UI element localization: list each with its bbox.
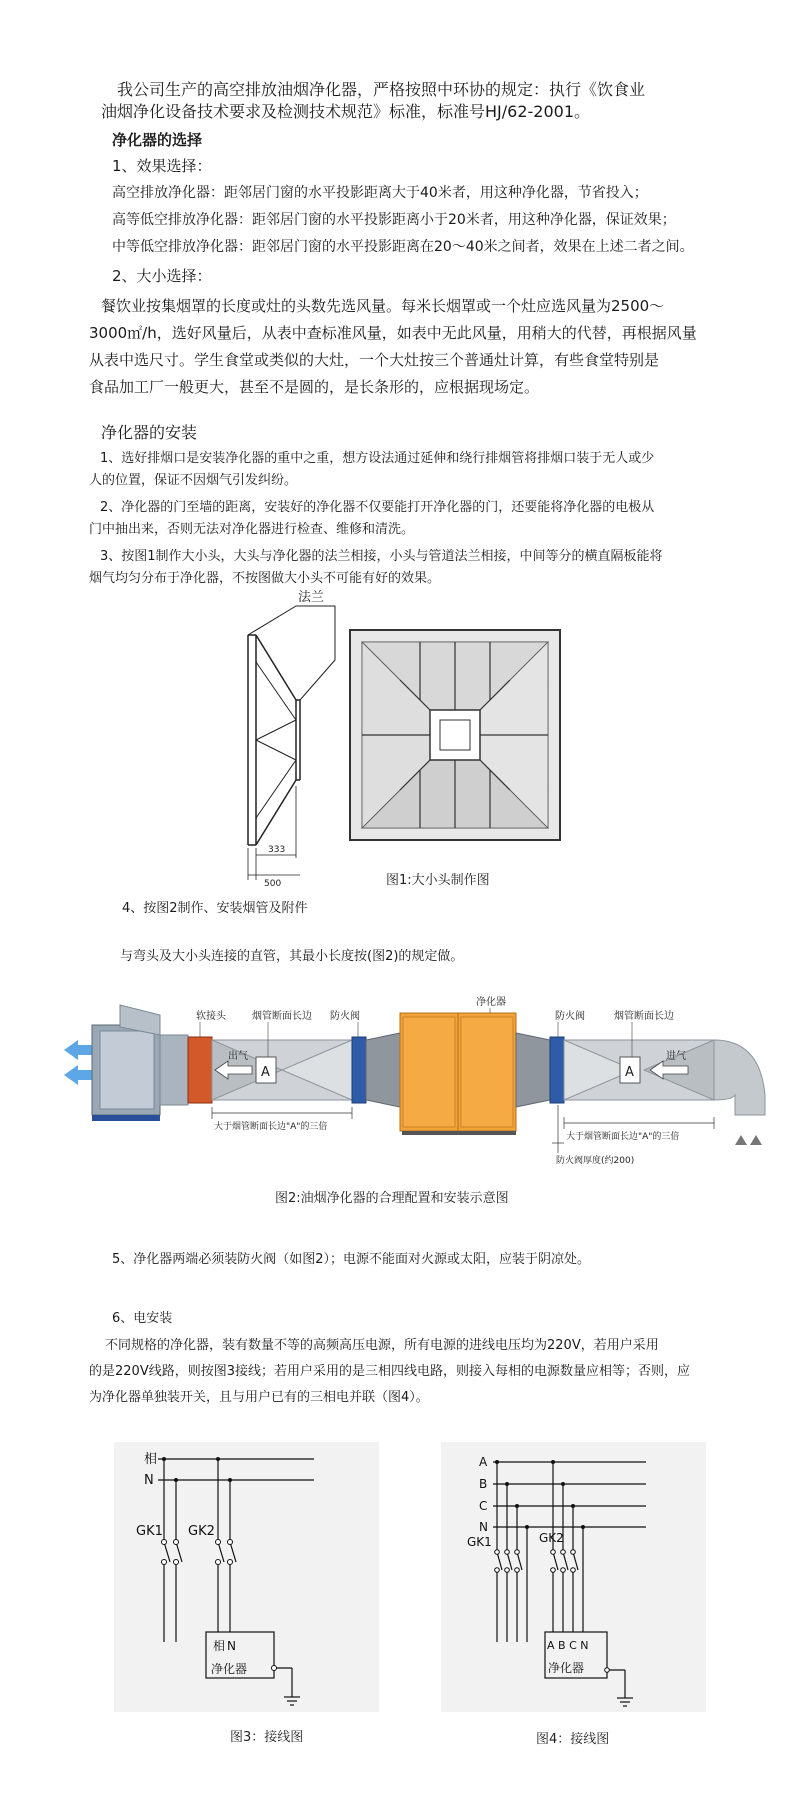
- fig4-gk1: GK1: [467, 1535, 492, 1549]
- flange-label: 法兰: [298, 590, 325, 605]
- duct-right: [564, 1040, 714, 1100]
- fig4-gk2: GK2: [539, 1531, 564, 1545]
- install-item-2a: 2、净化器的门至墙的距离，安装好的净化器不仅要能打开净化器的门，还要能将净化器的电极从: [100, 500, 655, 515]
- fig4-a-label: A: [479, 1455, 488, 1469]
- soft-joint-label: 软接头: [196, 1011, 226, 1022]
- install-item-1b: 人的位置，保证不因烟气引发纠纷。: [89, 473, 298, 488]
- fig3-gk2: GK2: [188, 1524, 215, 1539]
- purifier-label: 净化器: [476, 997, 506, 1008]
- size-line-2: 3000㎡/h，选好风量后，从表中查标准风量，如表中无此风量，用稍大的代替，再根据风量: [89, 324, 697, 342]
- size-heading: 2、大小选择：: [112, 267, 212, 285]
- duct-edge-left-label: 烟管断面长边: [252, 1011, 312, 1022]
- figure-2: [0, 995, 800, 1185]
- reducer-side-view: [248, 606, 335, 845]
- fire-valve-right: [550, 1037, 564, 1103]
- install-item-4-sub: 与弯头及大小头连接的直管，其最小长度按(图2)的规定做。: [120, 949, 464, 964]
- fig3-gk1: GK1: [136, 1524, 163, 1539]
- electrical-line-2: 的是220V线路，则按图3接线；若用户采用的是三相四线电路，则接入每相的电源数量应相等；否则，应: [89, 1364, 690, 1379]
- a-mark-right: A: [625, 1065, 634, 1080]
- a-mark-left: A: [261, 1065, 270, 1080]
- fig3-box-n: N: [227, 1639, 236, 1653]
- install-item-5: 5、净化器两端必须装防火阀（如图2）；电源不能面对火源或太阳，应装于阴凉处。: [112, 1252, 591, 1267]
- figure-1-caption: 图1:大小头制作图: [386, 873, 490, 888]
- fire-valve-right-label: 防火阀: [555, 1011, 585, 1022]
- fire-valve-left: [352, 1037, 366, 1103]
- intro-line-1: 我公司生产的高空排放油烟净化器，严格按照中环协的规定：执行《饮食业: [117, 80, 646, 99]
- fig4-c-label: C: [479, 1499, 488, 1513]
- outlet-arrows: [64, 1040, 92, 1085]
- selection-heading: 净化器的选择: [112, 131, 203, 149]
- outlet-label: 出气: [228, 1051, 248, 1062]
- three-times-left: 大于烟管断面长边"A"的三倍: [214, 1122, 328, 1132]
- dim-500: 500: [264, 879, 282, 889]
- fire-valve-left-label: 防火阀: [330, 1011, 360, 1022]
- figure-4: [441, 1442, 706, 1712]
- fig3-box-phase: 相: [213, 1639, 226, 1653]
- flange-leader: [248, 606, 335, 700]
- effect-item-2: 高等低空排放净化器：距邻居门窗的水平投影距离小于20米者，用这种净化器，保证效果；: [112, 212, 676, 228]
- purifier-unit: [400, 1013, 516, 1135]
- fig4-n-label: N: [479, 1520, 488, 1534]
- reducer-front-view: [350, 630, 560, 840]
- electrical-line-1: 不同规格的净化器，装有数量不等的高频高压电源，所有电源的进线电压均为220V，若用户采用: [105, 1338, 659, 1353]
- elbow: [714, 1040, 765, 1115]
- install-heading: 净化器的安装: [101, 423, 198, 442]
- size-line-1: 餐饮业按集烟罩的长度或灶的头数先选风量。每米长烟罩或一个灶应选风量为2500～: [101, 297, 665, 315]
- install-item-1a: 1、选好排烟口是安装净化器的重中之重，想方设法通过延伸和绕行排烟管将排烟口装于无人或少: [100, 451, 655, 466]
- figure-3: [114, 1442, 379, 1712]
- figure-4-caption: 图4：接线图: [536, 1732, 610, 1747]
- inlet-label: 进气: [666, 1051, 686, 1062]
- effect-item-1: 高空排放净化器：距邻居门窗的水平投影距离大于40米者，用这种净化器，节省投入；: [112, 185, 648, 201]
- dim-333: 333: [268, 845, 286, 855]
- fig3-phase-label: 相: [144, 1452, 158, 1467]
- fig4-box-label: 净化器: [548, 1661, 585, 1675]
- electrical-heading: 6、电安装: [112, 1311, 173, 1326]
- install-item-2b: 门中抽出来，否则无法对净化器进行检查、维修和清洗。: [89, 522, 415, 537]
- electrical-line-3: 为净化器单独装开关，且与用户已有的三相电并联（图4）。: [89, 1390, 429, 1405]
- size-line-3: 从表中选尺寸。学生食堂或类似的大灶，一个大灶按三个普通灶计算，有些食堂特别是: [89, 351, 660, 369]
- fig3-n-label: N: [144, 1473, 154, 1488]
- duct-edge-right-label: 烟管断面长边: [614, 1011, 674, 1022]
- effect-item-3: 中等低空排放净化器：距邻居门窗的水平投影距离在20～40米之间者，效果在上述二者之间。: [112, 239, 694, 255]
- fig3-box-label: 净化器: [211, 1662, 248, 1676]
- effect-heading: 1、效果选择：: [112, 157, 212, 175]
- figure-3-caption: 图3：接线图: [230, 1730, 304, 1745]
- valve-thickness: 防火阀厚度(约200): [556, 1156, 635, 1166]
- fig4-b-label: B: [479, 1477, 488, 1491]
- install-item-3a: 3、按图1制作大小头，大头与净化器的法兰相接，小头与管道法兰相接，中间等分的横直隔板能将: [100, 549, 663, 564]
- figure-1: [0, 590, 800, 890]
- size-line-4: 食品加工厂一般更大，甚至不是圆的，是长条形的，应根据现场定。: [89, 378, 540, 396]
- fig4-box-terms: A B C N: [547, 1639, 589, 1652]
- install-item-4: 4、按图2制作、安装烟管及附件: [122, 901, 308, 916]
- intro-line-2: 油烟净化设备技术要求及检测技术规范》标准，标准号HJ/62-2001。: [101, 102, 590, 121]
- three-times-right: 大于烟管断面长边"A"的三倍: [566, 1132, 680, 1142]
- figure-2-caption: 图2:油烟净化器的合理配置和安装示意图: [275, 1191, 509, 1206]
- soft-joint: [188, 1037, 212, 1103]
- fan-unit: [92, 1005, 188, 1121]
- install-item-3b: 烟气均匀分布于净化器，不按图做大小头不可能有好的效果。: [89, 571, 441, 586]
